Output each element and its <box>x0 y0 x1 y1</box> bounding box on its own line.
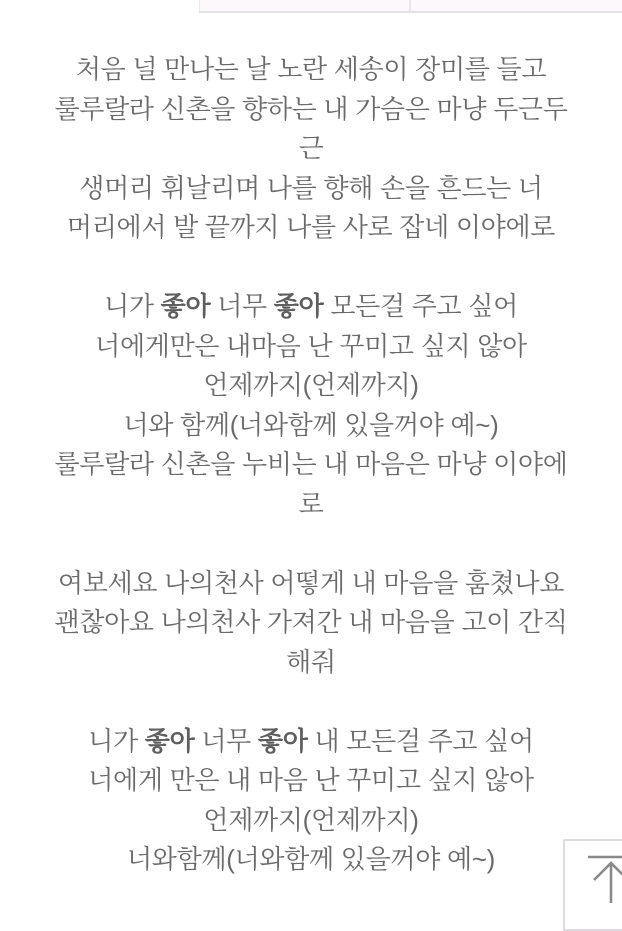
lyric-line <box>0 445 622 485</box>
lyric-segment: 여보세요 나의천사 어떻게 내 마음을 훔쳤나요 <box>57 567 565 598</box>
lyric-segment: 내 모든걸 주고 싶어 <box>307 725 534 756</box>
lyric-blank-line <box>0 682 622 722</box>
lyric-segment: 근 <box>298 133 324 163</box>
table-header-row <box>199 0 622 13</box>
lyric-blank-line <box>0 248 622 288</box>
lyric-segment: 로 <box>298 488 324 519</box>
lyric-segment: 모든걸 주고 싶어 <box>323 291 518 321</box>
lyric-line <box>0 801 622 841</box>
lyric-segment: 너와함께(너와함께 있을꺼야 예~) <box>126 844 496 874</box>
lyric-segment: 머리에서 발 끝까지 나를 사로 잡네 이야에로 <box>66 212 556 242</box>
lyric-segment: 언제까지(언제까지) <box>203 370 419 400</box>
lyric-line <box>0 485 622 525</box>
lyric-segment: 너에게만은 내마음 난 꾸미고 싶지 않아 <box>95 330 527 361</box>
lyric-segment: 처음 널 만나는 날 노란 세송이 장미를 들고 <box>75 54 547 84</box>
lyric-line <box>0 761 622 801</box>
lyric-line <box>0 327 622 367</box>
lyric-line <box>0 50 622 90</box>
lyric-segment-bold: 좋아 <box>257 725 308 756</box>
lyric-line <box>0 366 622 406</box>
lyric-line <box>0 406 622 446</box>
lyric-segment-bold: 좋아 <box>144 725 195 756</box>
lyrics-text <box>0 50 622 880</box>
lyric-segment: 괜찮아요 나의천사 가져간 내 마음을 고이 간직 <box>54 607 568 637</box>
lyric-line <box>0 722 622 762</box>
lyric-line <box>0 564 622 604</box>
lyric-segment: 룰루랄라 신촌을 누비는 내 마음은 마냥 이야에 <box>54 449 568 479</box>
lyric-line <box>0 603 622 643</box>
lyric-line <box>0 129 622 169</box>
arrow-up-to-bar-icon <box>586 853 622 905</box>
scroll-to-top-button[interactable] <box>563 839 622 931</box>
lyric-segment: 니가 <box>104 291 161 321</box>
lyric-segment: 해줘 <box>286 646 336 677</box>
lyric-segment: 너에게 만은 내 마음 난 꾸미고 싶지 않아 <box>88 765 534 795</box>
lyric-blank-line <box>0 524 622 564</box>
lyric-segment: 너무 <box>210 291 274 321</box>
lyric-segment-bold: 좋아 <box>160 291 211 321</box>
lyric-line <box>0 208 622 248</box>
lyric-line <box>0 287 622 327</box>
lyric-segment: 언제까지(언제까지) <box>203 804 419 835</box>
table-cell-left[interactable] <box>199 0 411 11</box>
lyric-segment: 생머리 휘날리며 나를 향해 손을 흔드는 너 <box>79 172 543 203</box>
lyric-line <box>0 169 622 209</box>
lyric-segment: 니가 <box>88 725 145 756</box>
lyric-segment: 너와 함께(너와함께 있을꺼야 예~) <box>123 409 499 440</box>
lyric-segment-bold: 좋아 <box>273 291 324 321</box>
lyric-segment: 너무 <box>194 725 258 756</box>
lyric-segment: 룰루랄라 신촌을 향하는 내 가슴은 마냥 두근두 <box>54 93 568 124</box>
lyric-line <box>0 643 622 683</box>
table-cell-right[interactable] <box>411 0 622 11</box>
lyric-line <box>0 840 622 880</box>
lyric-line <box>0 90 622 130</box>
